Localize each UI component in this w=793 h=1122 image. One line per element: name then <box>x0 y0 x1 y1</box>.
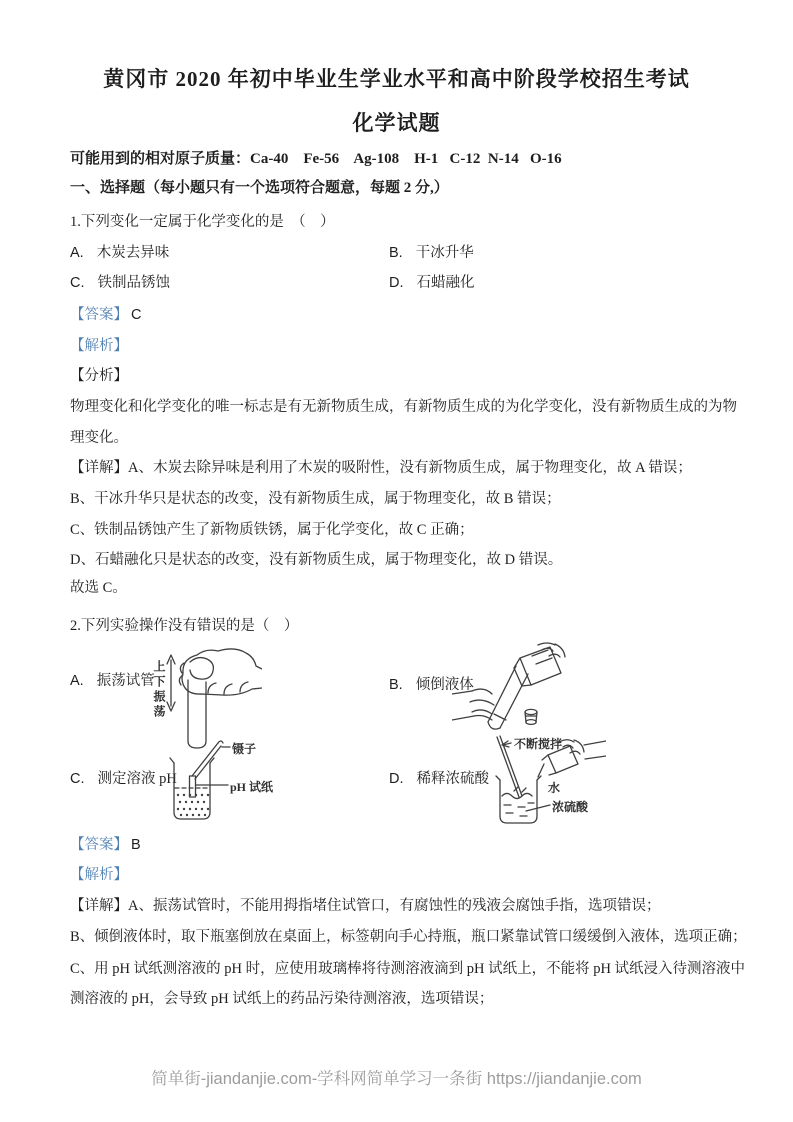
q1-fenxi-tag: 【分析】 <box>70 368 128 384</box>
q1-detail-line: D、石蜡融化只是状态的改变，没有新物质生成，属于物理变化，故 D 错误。 <box>70 552 563 568</box>
q1-jiexi-tag: 【解析】 <box>70 338 128 354</box>
water-label: 水 <box>548 781 561 795</box>
q1-option-b <box>389 244 474 263</box>
q1-option-a <box>70 244 169 263</box>
q1-detail-line: B、干冰升华只是状态的改变，没有新物质生成，属于物理变化，故 B 错误； <box>70 491 561 507</box>
pour-liquid-drawing <box>452 642 568 730</box>
q2-answer-line <box>70 836 141 855</box>
acid-label: 浓硫酸 <box>552 800 589 814</box>
q1-option-c-letter: C. <box>70 275 85 291</box>
figure-pour-liquid <box>452 642 568 730</box>
q1-answer-line <box>70 306 141 325</box>
tweezers-label: 镊子 <box>232 742 257 756</box>
q2-stem: 2.下列实验操作没有错误的是（ ） <box>70 618 299 634</box>
q1-option-d-letter: D. <box>389 275 404 291</box>
q2-detail-line: B、倾倒液体时，取下瓶塞倒放在桌面上，标签朝向手心持瓶，瓶口紧靠试管口缓缓倒入液体，选项正确； <box>70 929 747 945</box>
shake-direction-label: 上下振荡 <box>152 660 166 720</box>
q1-option-b-letter: B. <box>389 245 403 261</box>
footer-watermark: 简单街-jiandanjie.com-学科网简单学习一条街 https://jiandanjie.com <box>151 1070 642 1088</box>
q2-option-c-text: 测定溶液 pH <box>97 771 177 787</box>
q1-detail-line: 故选 C。 <box>70 580 127 596</box>
q2-answer-tag: 【答案】 <box>70 837 128 853</box>
stir-label: 不断搅拌 <box>514 737 563 751</box>
q1-option-c <box>70 274 170 293</box>
q1-option-c-text: 铁制品锈蚀 <box>97 275 170 291</box>
q2-option-a <box>70 672 155 691</box>
q1-answer-value: C <box>131 307 142 323</box>
figure-measure-ph <box>168 738 290 822</box>
doc-title: 黄冈市 2020 年初中毕业生学业水平和高中阶段学校招生考试 <box>103 67 690 91</box>
q2-option-c <box>70 770 177 789</box>
q2-detail-line: 测溶液的 pH，会导致 pH 试纸上的药品污染待测溶液，选项错误； <box>70 991 494 1007</box>
q2-option-a-text: 振荡试管 <box>96 673 155 689</box>
q2-option-c-letter: C. <box>70 771 85 787</box>
q1-answer-tag: 【答案】 <box>70 307 128 323</box>
doc-subtitle: 化学试题 <box>352 111 441 135</box>
q1-option-b-text: 干冰升华 <box>415 245 474 261</box>
q1-detail-line: C、铁制品锈蚀产生了新物质铁锈，属于化学变化，故 C 正确； <box>70 522 474 538</box>
q2-option-d-text: 稀释浓硫酸 <box>416 771 489 787</box>
q1-analysis-line: 物理变化和化学变化的唯一标志是有无新物质生成，有新物质生成的为化学变化，没有新物质生成的为物 <box>70 399 737 415</box>
q2-jiexi-tag: 【解析】 <box>70 867 128 883</box>
q2-detail-line: C、用 pH 试纸测溶液的 pH 时，应使用玻璃棒将待测溶液滴到 pH 试纸上，不能将 pH 试纸浸入待测溶液中 <box>70 961 746 977</box>
q2-option-d <box>389 770 489 789</box>
q2-option-b-text: 倾倒液体 <box>415 677 474 693</box>
q1-option-a-letter: A. <box>70 245 84 261</box>
figure-shake-test-tube <box>150 646 262 752</box>
q2-answer-value: B <box>131 837 141 853</box>
q2-option-b-letter: B. <box>389 677 403 693</box>
figure-dilute-acid <box>494 733 606 829</box>
atomic-mass-note: 可能用到的相对原子质量：Ca-40 Fe-56 Ag-108 H-1 C-12 N-14 O-16 <box>70 151 562 167</box>
q1-stem: 1.下列变化一定属于化学变化的是 （ ） <box>70 214 335 230</box>
q1-option-a-text: 木炭去异味 <box>96 245 170 261</box>
q1-option-d <box>389 274 475 293</box>
q2-detail-line: 【详解】A、振荡试管时，不能用拇指堵住试管口，有腐蚀性的残液会腐蚀手指，选项错误； <box>70 898 661 914</box>
q1-option-d-text: 石蜡融化 <box>416 275 475 291</box>
q1-detail-line: 【详解】A、木炭去除异味是利用了木炭的吸附性，没有新物质生成，属于物理变化，故 A 错误； <box>70 460 692 476</box>
section-heading: 一、选择题（每小题只有一个选项符合题意，每题 2 分,） <box>70 180 449 196</box>
q2-option-d-letter: D. <box>389 771 404 787</box>
ph-paper-label: pH 试纸 <box>230 780 274 794</box>
q2-option-a-letter: A. <box>70 673 84 689</box>
q1-analysis-line: 理变化。 <box>70 430 128 446</box>
